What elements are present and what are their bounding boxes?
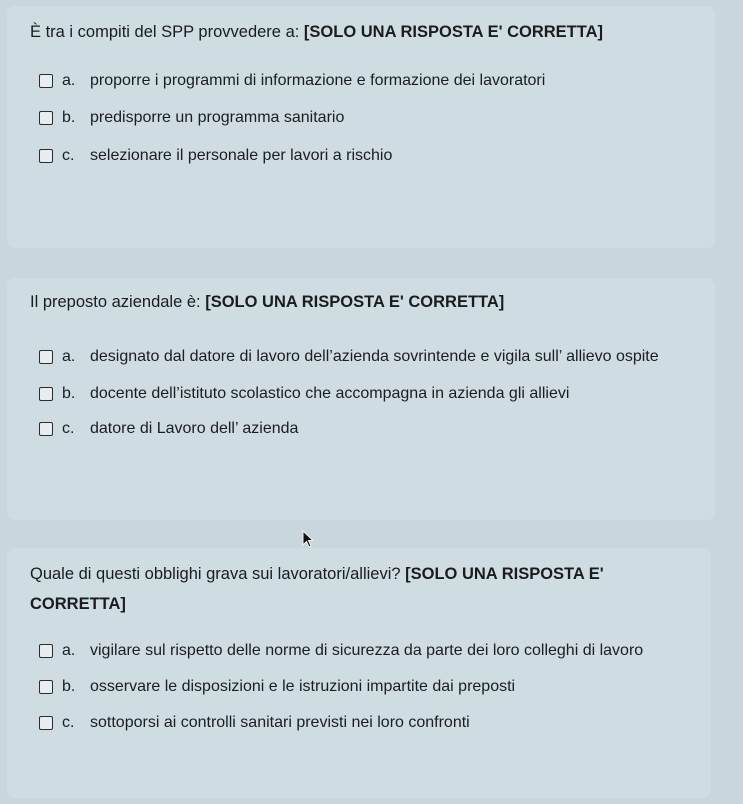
option-letter: c.	[62, 420, 75, 437]
option-text: sottoporsi ai controlli sanitari previsti nei loro confronti	[90, 714, 470, 731]
option-3a[interactable]	[39, 640, 643, 662]
option-1b[interactable]	[39, 107, 344, 129]
checkbox[interactable]	[39, 422, 53, 436]
checkbox[interactable]	[39, 149, 53, 163]
option-letter: c.	[62, 714, 75, 731]
question-marker: [SOLO UNA RISPOSTA E' CORRETTA]	[205, 293, 505, 311]
checkbox[interactable]	[39, 644, 53, 658]
checkbox[interactable]	[39, 716, 53, 730]
checkbox[interactable]	[39, 350, 53, 364]
option-letter: c.	[62, 147, 75, 164]
option-2b[interactable]	[39, 383, 569, 405]
checkbox[interactable]	[39, 74, 53, 88]
option-3b[interactable]	[39, 676, 515, 698]
checkbox[interactable]	[39, 387, 53, 401]
option-text: predisporre un programma sanitario	[90, 109, 345, 126]
option-2c[interactable]	[39, 418, 298, 440]
option-letter: a.	[62, 72, 76, 89]
option-text: selezionare il personale per lavori a rischio	[90, 147, 393, 164]
question-prompt: Quale di questi obblighi grava sui lavoratori/allievi?	[30, 565, 406, 583]
checkbox[interactable]	[39, 111, 53, 125]
option-letter: a.	[62, 348, 76, 365]
option-letter: b.	[62, 109, 76, 126]
option-1a[interactable]	[39, 70, 545, 92]
question-card-3	[7, 548, 711, 798]
checkbox[interactable]	[39, 680, 53, 694]
option-text: designato dal datore di lavoro dell’azienda sovrintende e vigila sull’ allievo ospite	[90, 348, 659, 365]
option-text: datore di Lavoro dell’ azienda	[90, 420, 299, 437]
option-text: vigilare sul rispetto delle norme di sicurezza da parte dei loro colleghi di lavoro	[90, 642, 644, 659]
option-3c[interactable]	[39, 712, 470, 734]
option-text: docente dell’istituto scolastico che accompagna in azienda gli allievi	[90, 385, 570, 402]
question-text-3	[30, 559, 640, 619]
question-prompt: Il preposto aziendale è:	[30, 293, 206, 311]
question-text-1	[30, 17, 695, 47]
question-card-2	[7, 278, 715, 520]
question-prompt: È tra i compiti del SPP provvedere a:	[30, 23, 304, 41]
option-1c[interactable]	[39, 145, 392, 167]
mouse-cursor-icon	[302, 530, 316, 548]
option-text: proporre i programmi di informazione e formazione dei lavoratori	[90, 72, 546, 89]
question-marker: [SOLO UNA RISPOSTA E' CORRETTA]	[303, 23, 604, 41]
question-text-2	[30, 287, 695, 317]
question-card-1	[7, 6, 715, 248]
option-letter: b.	[62, 678, 76, 695]
option-letter: b.	[62, 385, 76, 402]
question-marker: [SOLO UNA RISPOSTA E' CORRETTA]	[30, 565, 604, 613]
option-text: osservare le disposizioni e le istruzioni impartite dai preposti	[90, 678, 516, 695]
option-letter: a.	[62, 642, 76, 659]
option-2a[interactable]	[39, 346, 659, 368]
